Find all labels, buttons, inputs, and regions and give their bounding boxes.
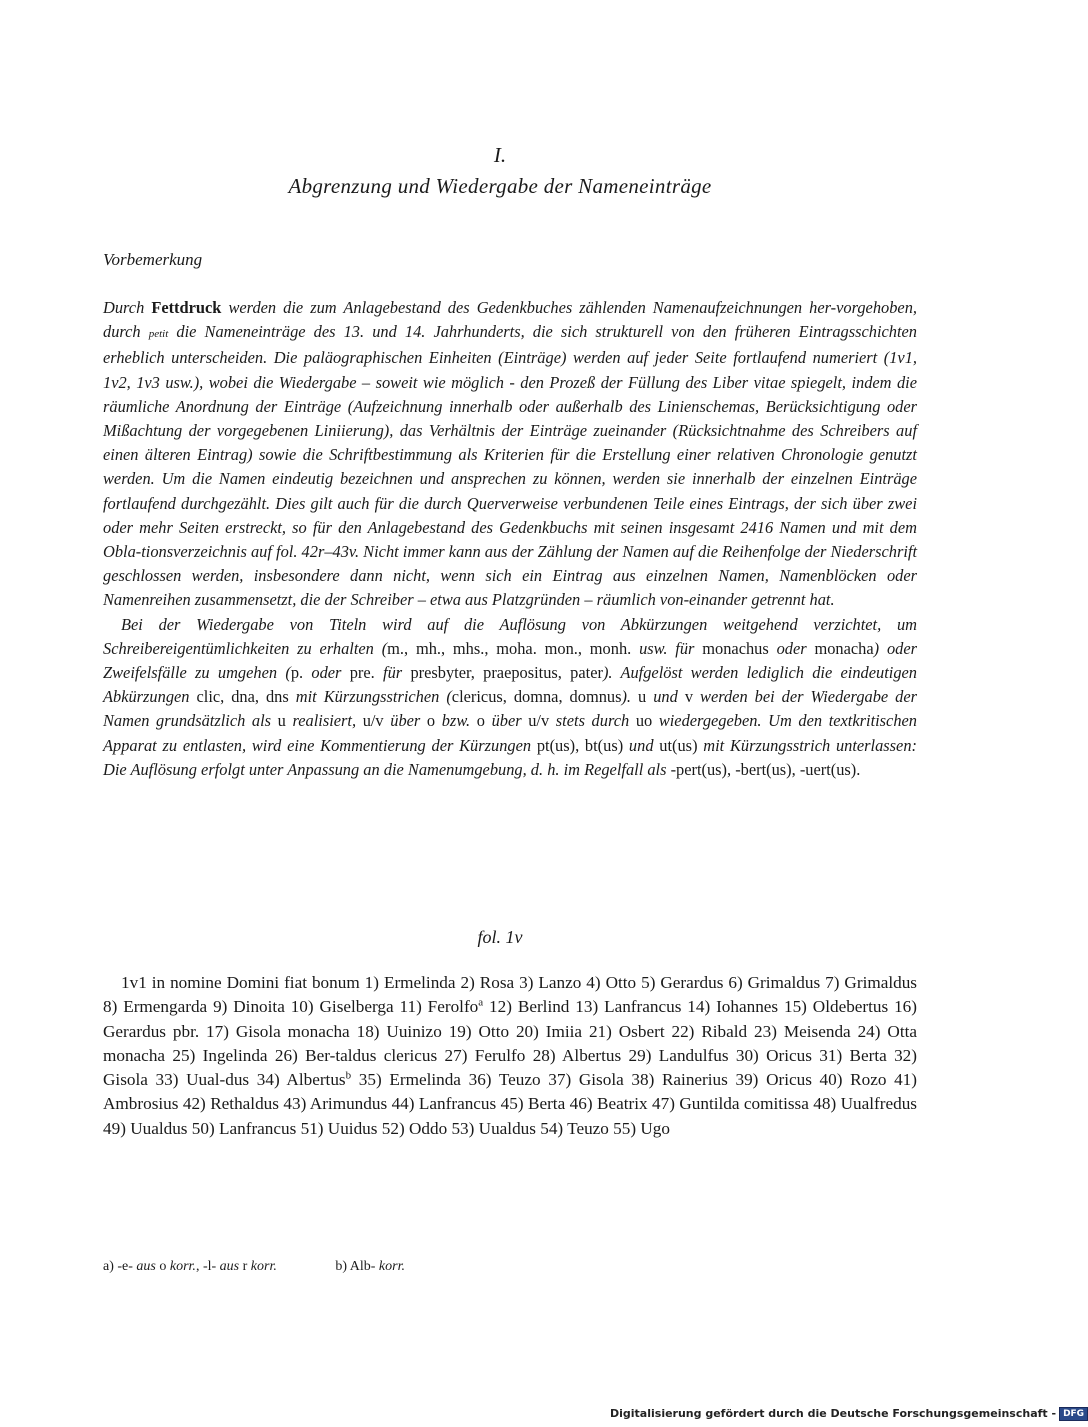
p1-text-2: werden die zum Anlagebestand des Gedenkbuches zählenden Namenaufzeichnungen her-vorgehoben, durch [103, 298, 917, 342]
fn-a-run: , -l- [195, 1259, 220, 1274]
credit-text: Digitalisierung gefördert durch die Deutsche Forschungsgemeinschaft - [610, 1407, 1057, 1420]
p2-run: ut(us) [659, 735, 698, 755]
preface-paragraph-2 [103, 613, 917, 782]
p2-run: v [684, 687, 694, 707]
p2-run: uo [635, 711, 653, 731]
p2-run: -pert(us), -bert(us), -uert(us). [670, 759, 861, 779]
folio-heading: fol. 1v [477, 927, 523, 947]
preface-body [103, 296, 917, 782]
p2-run: und [646, 687, 685, 707]
p2-run: wiedergegeben. Um den textkritischen Apparat zu entlasten, wird eine Kommentierung der Kürzungen [103, 711, 917, 755]
p2-run: o [476, 711, 485, 731]
fn-a-run: a) -e- [103, 1259, 137, 1274]
p2-run: pt(us), bt(us) [536, 735, 624, 755]
preface-heading: Vorbemerkung [103, 250, 203, 269]
p2-run: ). [621, 687, 639, 707]
p2-run: monacha [814, 638, 874, 658]
p2-run: ). Aufgelöst werden lediglich die eindeutigen Abkürzungen [103, 663, 917, 707]
p2-run: oder [768, 638, 815, 658]
p2-run: u/v [528, 711, 550, 731]
p2-run: und [623, 735, 660, 755]
chapter-number: I. [493, 143, 507, 167]
footnotes [103, 1259, 917, 1275]
footnote-a [103, 1259, 277, 1275]
p2-run: für [374, 663, 411, 683]
p1-text-3: die Nameneinträge des 13. und 14. Jahrhunderts, die sich strukturell von den früheren Eintragsschichten erheblich unterscheiden. Die paläographischen Einheiten (Einträge) werden auf jeder Seite fortlaufend numeriert (1v1, 1v2, 1v3 usw.), wobei die Wiedergabe – soweit wie möglich - den Prozeß der Füllung des Liber vitae spiegelt, indem die räumliche Anordnung der Einträge (Aufzeichnung innerhalb oder außerhalb des Linienschemas, Berücksichtigung oder Mißachtung der vorgegebenen Liniierung), das Verhältnis der Einträge zueinander (Rücksichtnahme des Schreibers auf einen älteren Eintrag) sowie die Schriftbestimmung als Kriterien für die Erstellung einer relativen Chronologie genutzt werden. Um die Namen eindeutig bezeichnen und ansprechen zu können, werden sie innerhalb der einzelnen Einträge fortlaufend durchgezählt. Dies gilt auch für die durch Querverweise verbundenen Teile eines Eintrags, der sich über zwei oder mehr Seiten erstreckt, so für den Anlagebestand des Gedenkbuchs mit seinen insgesamt 2416 Namen und mit dem Obla-tionsverzeichnis auf fol. 42r–43v. Nicht immer kann aus der Zählung der Namen auf die Reihenfolge der Niederschrift geschlossen werden, insbesondere dann nicht, wenn sich ein Eintrag aus einzelnen Namen, Namenblöcken oder Namenreihen zusammensetzt, die der Schreiber – etwa aus Platzgründen – räumlich von-einander getrennt hat. [103, 322, 917, 610]
p1-text-1: Durch [103, 298, 152, 317]
p2-run: über [383, 711, 427, 731]
dfg-logo: DFG [1059, 1407, 1088, 1421]
fn-a-run: aus [136, 1259, 156, 1274]
p2-run: monachus [702, 638, 769, 658]
preface-paragraph-1 [103, 296, 917, 613]
p2-run: u/v [362, 711, 384, 731]
p2-run: clic, dna, dns [196, 687, 289, 707]
fn-a-run: aus [219, 1259, 240, 1274]
p2-run: stets durch [549, 711, 636, 731]
p2-run: u [277, 711, 286, 731]
footnote-mark-b: b [345, 1069, 352, 1082]
p2-run: werden bei der Wiedergabe der Namen grundsätzlich als [103, 687, 918, 731]
folio-entry-1v1 [103, 971, 917, 1141]
p2-run: u [638, 687, 647, 707]
fn-a-run: korr. [250, 1259, 277, 1274]
chapter-title: Abgrenzung und Wiedergabe der Nameneinträge [288, 174, 712, 198]
p2-run: m., mh., mhs., moha. mon., monh. [387, 638, 632, 658]
p2-run: über [484, 711, 529, 731]
p2-run: ) oder Zweifelsfälle zu umgehen ( [103, 638, 917, 683]
p2-run: presbyter, praepositus, pater [410, 663, 603, 683]
p2-run: mit Kürzungsstrichen ( [288, 687, 452, 707]
p2-run: pre. [349, 663, 375, 683]
entry-text-part-b: 12) Berlind 13) Lanfrancus 14) Iohannes 15) Oldebertus 16) Gerardus pbr. 17) Gisola monacha 18) Uuinizo 19) Otto 20) Imiia 21) Osbert 22) Ribald 23) Meisenda 24) Otta monacha 25) Ingelinda 26) Ber-taldus clericus 27) Ferulfo 28) Albertus 29) Landulfus 30) Oricus 31) Berta 32) Gisola 33) Uual-dus 34) Albertus [103, 997, 917, 1090]
p2-run: oder [303, 663, 350, 683]
entry-text-part-a: 1v1 in nomine Domini fiat bonum 1) Ermelinda 2) Rosa 3) Lanzo 4) Otto 5) Gerardus 6) Grimaldus 7) Grimaldus 8) Ermengarda 9) Dinoita 10) Giselberga 11) Ferolfo [103, 973, 917, 1017]
p2-run: o [426, 711, 436, 731]
fn-a-run: o [155, 1259, 170, 1274]
p1-bold-term: Fettdruck [151, 298, 222, 317]
p2-run: p. [290, 663, 304, 683]
fn-a-run: r [239, 1259, 251, 1274]
fn-a-run: korr. [169, 1259, 196, 1274]
p2-run: clericus, domna, domnus [451, 687, 622, 707]
fn-b-run: korr. [378, 1259, 405, 1274]
p2-run: Bei der Wiedergabe von Titeln wird auf die Auflösung von Abkürzungen weitgehend verzichtet, um Schreibereigentümlichkeiten zu erhalten ( [103, 614, 917, 658]
p2-run: mit Kürzungsstrich unterlassen: Die Auflösung erfolgt unter Anpassung an die Namenumgebung, d. h. im Regelfall als [103, 735, 917, 779]
fn-b-run: b) Alb- [335, 1259, 379, 1274]
p2-run: realisiert, [285, 711, 363, 731]
p1-petit-term: petit [148, 328, 169, 341]
digitization-credit [610, 1407, 1088, 1421]
footnote-b [335, 1259, 405, 1275]
p2-run: bzw. [435, 711, 477, 731]
footnote-mark-a: a [478, 996, 484, 1009]
p2-run: usw. für [631, 638, 703, 658]
entry-text-part-c: 35) Ermelinda 36) Teuzo 37) Gisola 38) Rainerius 39) Oricus 40) Rozo 41) Ambrosius 42) Rethaldus 43) Arimundus 44) Lanfrancus 45) Berta 46) Beatrix 47) Guntilda comitissa 48) Uualfredus 49) Uualdus 50) Lanfrancus 51) Uuidus 52) Oddo 53) Uualdus 54) Teuzo 55) Ugo [103, 1070, 917, 1138]
